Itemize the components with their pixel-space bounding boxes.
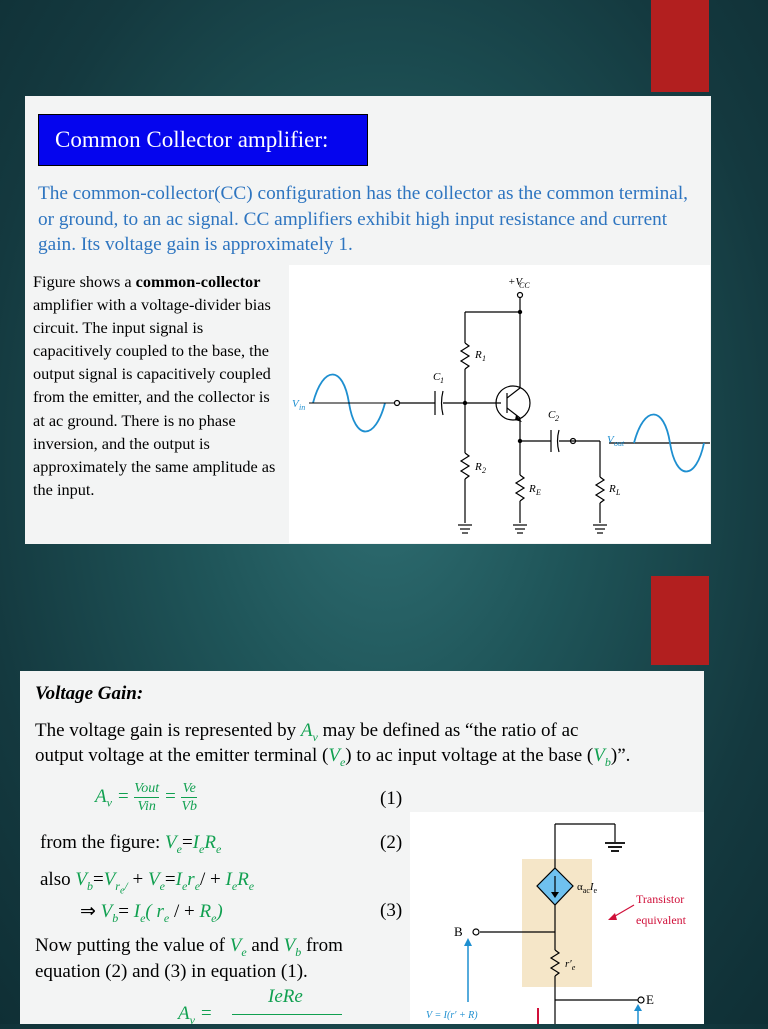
svg-text:E: E bbox=[536, 488, 541, 497]
vcc-label: +V bbox=[508, 276, 523, 288]
now-putting-line-2: equation (2) and (3) in equation (1). bbox=[35, 961, 308, 982]
equation-2: from the figure: $V_e=I_eR_e$ bbox=[40, 832, 222, 856]
transistor-label-1: Transistor bbox=[636, 892, 685, 906]
transistor-label-2: equivalent bbox=[636, 913, 686, 927]
voltage-gain-title: Voltage Gain: bbox=[35, 683, 144, 704]
r2-label: R bbox=[475, 461, 482, 473]
slide-title: Common Collector amplifier: bbox=[38, 114, 368, 166]
cc-amplifier-circuit bbox=[289, 265, 710, 543]
equation-4-numerator: IeRe bbox=[268, 986, 303, 1007]
svg-text:L: L bbox=[616, 488, 621, 497]
source-label: $\alpha_{ac}I_e$ bbox=[577, 881, 598, 895]
intro-paragraph: The common-collector(CC) configuration has the collector as the common terminal, or ground, to an ac signal. CC amplifiers exhibit high input resistance and current gain. Its voltage gain is approximately 1. bbox=[38, 183, 688, 255]
red-accent-bar-middle bbox=[651, 576, 709, 665]
equation-3a: also $V_b=V_{r_e/} + V_e=I_er_e/ + I_eR_e$ bbox=[40, 869, 255, 897]
vin-label: V bbox=[292, 398, 299, 410]
svg-text:1: 1 bbox=[482, 354, 486, 363]
re-label: R bbox=[529, 483, 536, 495]
definition-line-1: The voltage gain is represented by $A_v$ may be defined as “the ratio of ac bbox=[35, 720, 579, 744]
equation-1-number: (1) bbox=[380, 788, 403, 809]
base-label: B bbox=[454, 924, 463, 939]
c2-label: C bbox=[548, 409, 556, 421]
svg-text:2: 2 bbox=[482, 466, 486, 475]
definition-line-2: output voltage at the emitter terminal $(V_e)$ to ac input voltage at the base $(V_b)$”. bbox=[35, 745, 631, 769]
svg-text:in: in bbox=[299, 403, 306, 412]
vin-equation-label: V = I(r′ + R) bbox=[426, 1010, 478, 1021]
vout-label: V bbox=[607, 434, 614, 446]
transistor-equivalent-diagram bbox=[410, 812, 704, 1024]
c1-label: C bbox=[433, 371, 441, 383]
figure-description: Figure shows a common-collector amplifier with a voltage-divider bias circuit. The input signal is capacitively coupled to the base, the output signal is capacitively coupled from the emitter, and the collector is at ac ground. There is no phase inversion, and the output is approximately the same amplitude as the input. bbox=[33, 272, 276, 499]
equation-3-number: (3) bbox=[380, 900, 403, 921]
equation-1: $A_v$ = $\frac{\text{Vout}}{\text{Vin}}$ = $\frac{Ve}{Vb}$ bbox=[95, 781, 198, 814]
svg-text:CC: CC bbox=[519, 281, 530, 290]
rl-label: R bbox=[609, 483, 616, 495]
equation-4: $A_v$ = bbox=[178, 1003, 213, 1027]
re-prime-label: $r'_e$ bbox=[565, 958, 576, 972]
equation-2-number: (2) bbox=[380, 832, 403, 853]
emitter-label: E bbox=[646, 992, 654, 1007]
equation-4-fraction-bar bbox=[232, 1014, 342, 1015]
now-putting-line-1: Now putting the value of $V_e$ and $V_b$ from bbox=[35, 935, 343, 959]
svg-text:out: out bbox=[614, 439, 625, 448]
r1-label: R bbox=[475, 349, 482, 361]
red-accent-bar-top bbox=[651, 0, 709, 92]
equation-3b: ⇒ $V_b= I_e$( $r_e$ / + $R_e$) bbox=[80, 901, 223, 925]
svg-text:2: 2 bbox=[555, 414, 559, 423]
svg-text:1: 1 bbox=[440, 376, 444, 385]
